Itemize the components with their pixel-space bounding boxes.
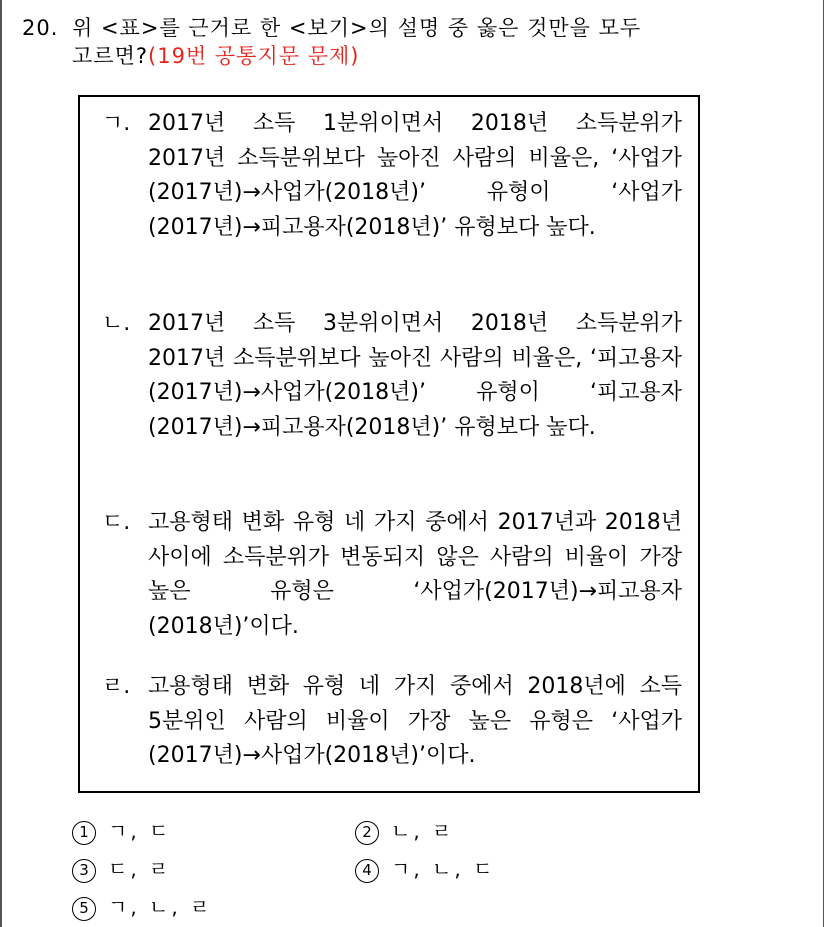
- question-line-1: [22, 14, 802, 42]
- bogi-item-c: [102, 506, 682, 644]
- option-text: ㄷ, ㄹ: [108, 857, 172, 881]
- answer-option-5[interactable]: [72, 889, 212, 925]
- bogi-statement: 고용형태 변화 유형 네 가지 중에서 2018년에 소득 5분위인 사람의 비율이 가장 높은 유형은 ‘사업가(2017년)→사업가(2018년)’이다.: [148, 674, 682, 768]
- bogi-box: [78, 95, 700, 793]
- option-number-circle: 1: [72, 821, 96, 845]
- common-passage-note: (19번 공통지문 문제): [148, 44, 360, 68]
- bogi-item-d: [102, 670, 682, 774]
- bogi-item-a: [102, 107, 682, 245]
- answer-option-2[interactable]: [355, 813, 454, 849]
- option-text: ㄱ, ㄷ: [108, 819, 172, 843]
- answer-option-1[interactable]: [72, 813, 171, 849]
- bogi-item-b: [102, 307, 682, 445]
- question-text-end: 고르면?: [72, 44, 149, 68]
- question-stem: [22, 14, 802, 70]
- bogi-statement: 2017년 소득 3분위이면서 2018년 소득분위가 2017년 소득분위보다 높아진 사람의 비율은, ‘피고용자(2017년)→사업가(2018년)’ 유형이 ‘피고용자(2017년)→피고용자(2018년)’ 유형보다 높다.: [148, 311, 682, 440]
- question-text: 위 <표>를 근거로 한 <보기>의 설명 중 옳은 것만을 모두: [72, 16, 642, 40]
- option-number-circle: 5: [72, 897, 96, 921]
- option-text: ㄱ, ㄴ, ㄷ: [391, 857, 496, 881]
- option-number-circle: 2: [355, 821, 379, 845]
- answer-option-4[interactable]: [355, 851, 495, 887]
- bogi-marker: ㄷ.: [102, 510, 131, 535]
- question-number: 20.: [22, 16, 59, 40]
- bogi-statement: 고용형태 변화 유형 네 가지 중에서 2017년과 2018년 사이에 소득분위가 변동되지 않은 사람의 비율이 가장 높은 유형은 ‘사업가(2017년)→피고용자(2018년)’이다.: [148, 510, 682, 639]
- option-text: ㄴ, ㄹ: [391, 819, 455, 843]
- bogi-statement: 2017년 소득 1분위이면서 2018년 소득분위가 2017년 소득분위보다 높아진 사람의 비율은, ‘사업가(2017년)→사업가(2018년)’ 유형이 ‘사업가(2017년)→피고용자(2018년)’ 유형보다 높다.: [148, 111, 682, 240]
- bogi-marker: ㄱ.: [102, 111, 131, 136]
- option-text: ㄱ, ㄴ, ㄹ: [108, 895, 213, 919]
- bogi-marker: ㄹ.: [102, 674, 131, 699]
- option-number-circle: 3: [72, 859, 96, 883]
- bogi-marker: ㄴ.: [102, 311, 131, 336]
- question-line-2: [22, 42, 802, 70]
- answer-option-3[interactable]: [72, 851, 171, 887]
- option-number-circle: 4: [355, 859, 379, 883]
